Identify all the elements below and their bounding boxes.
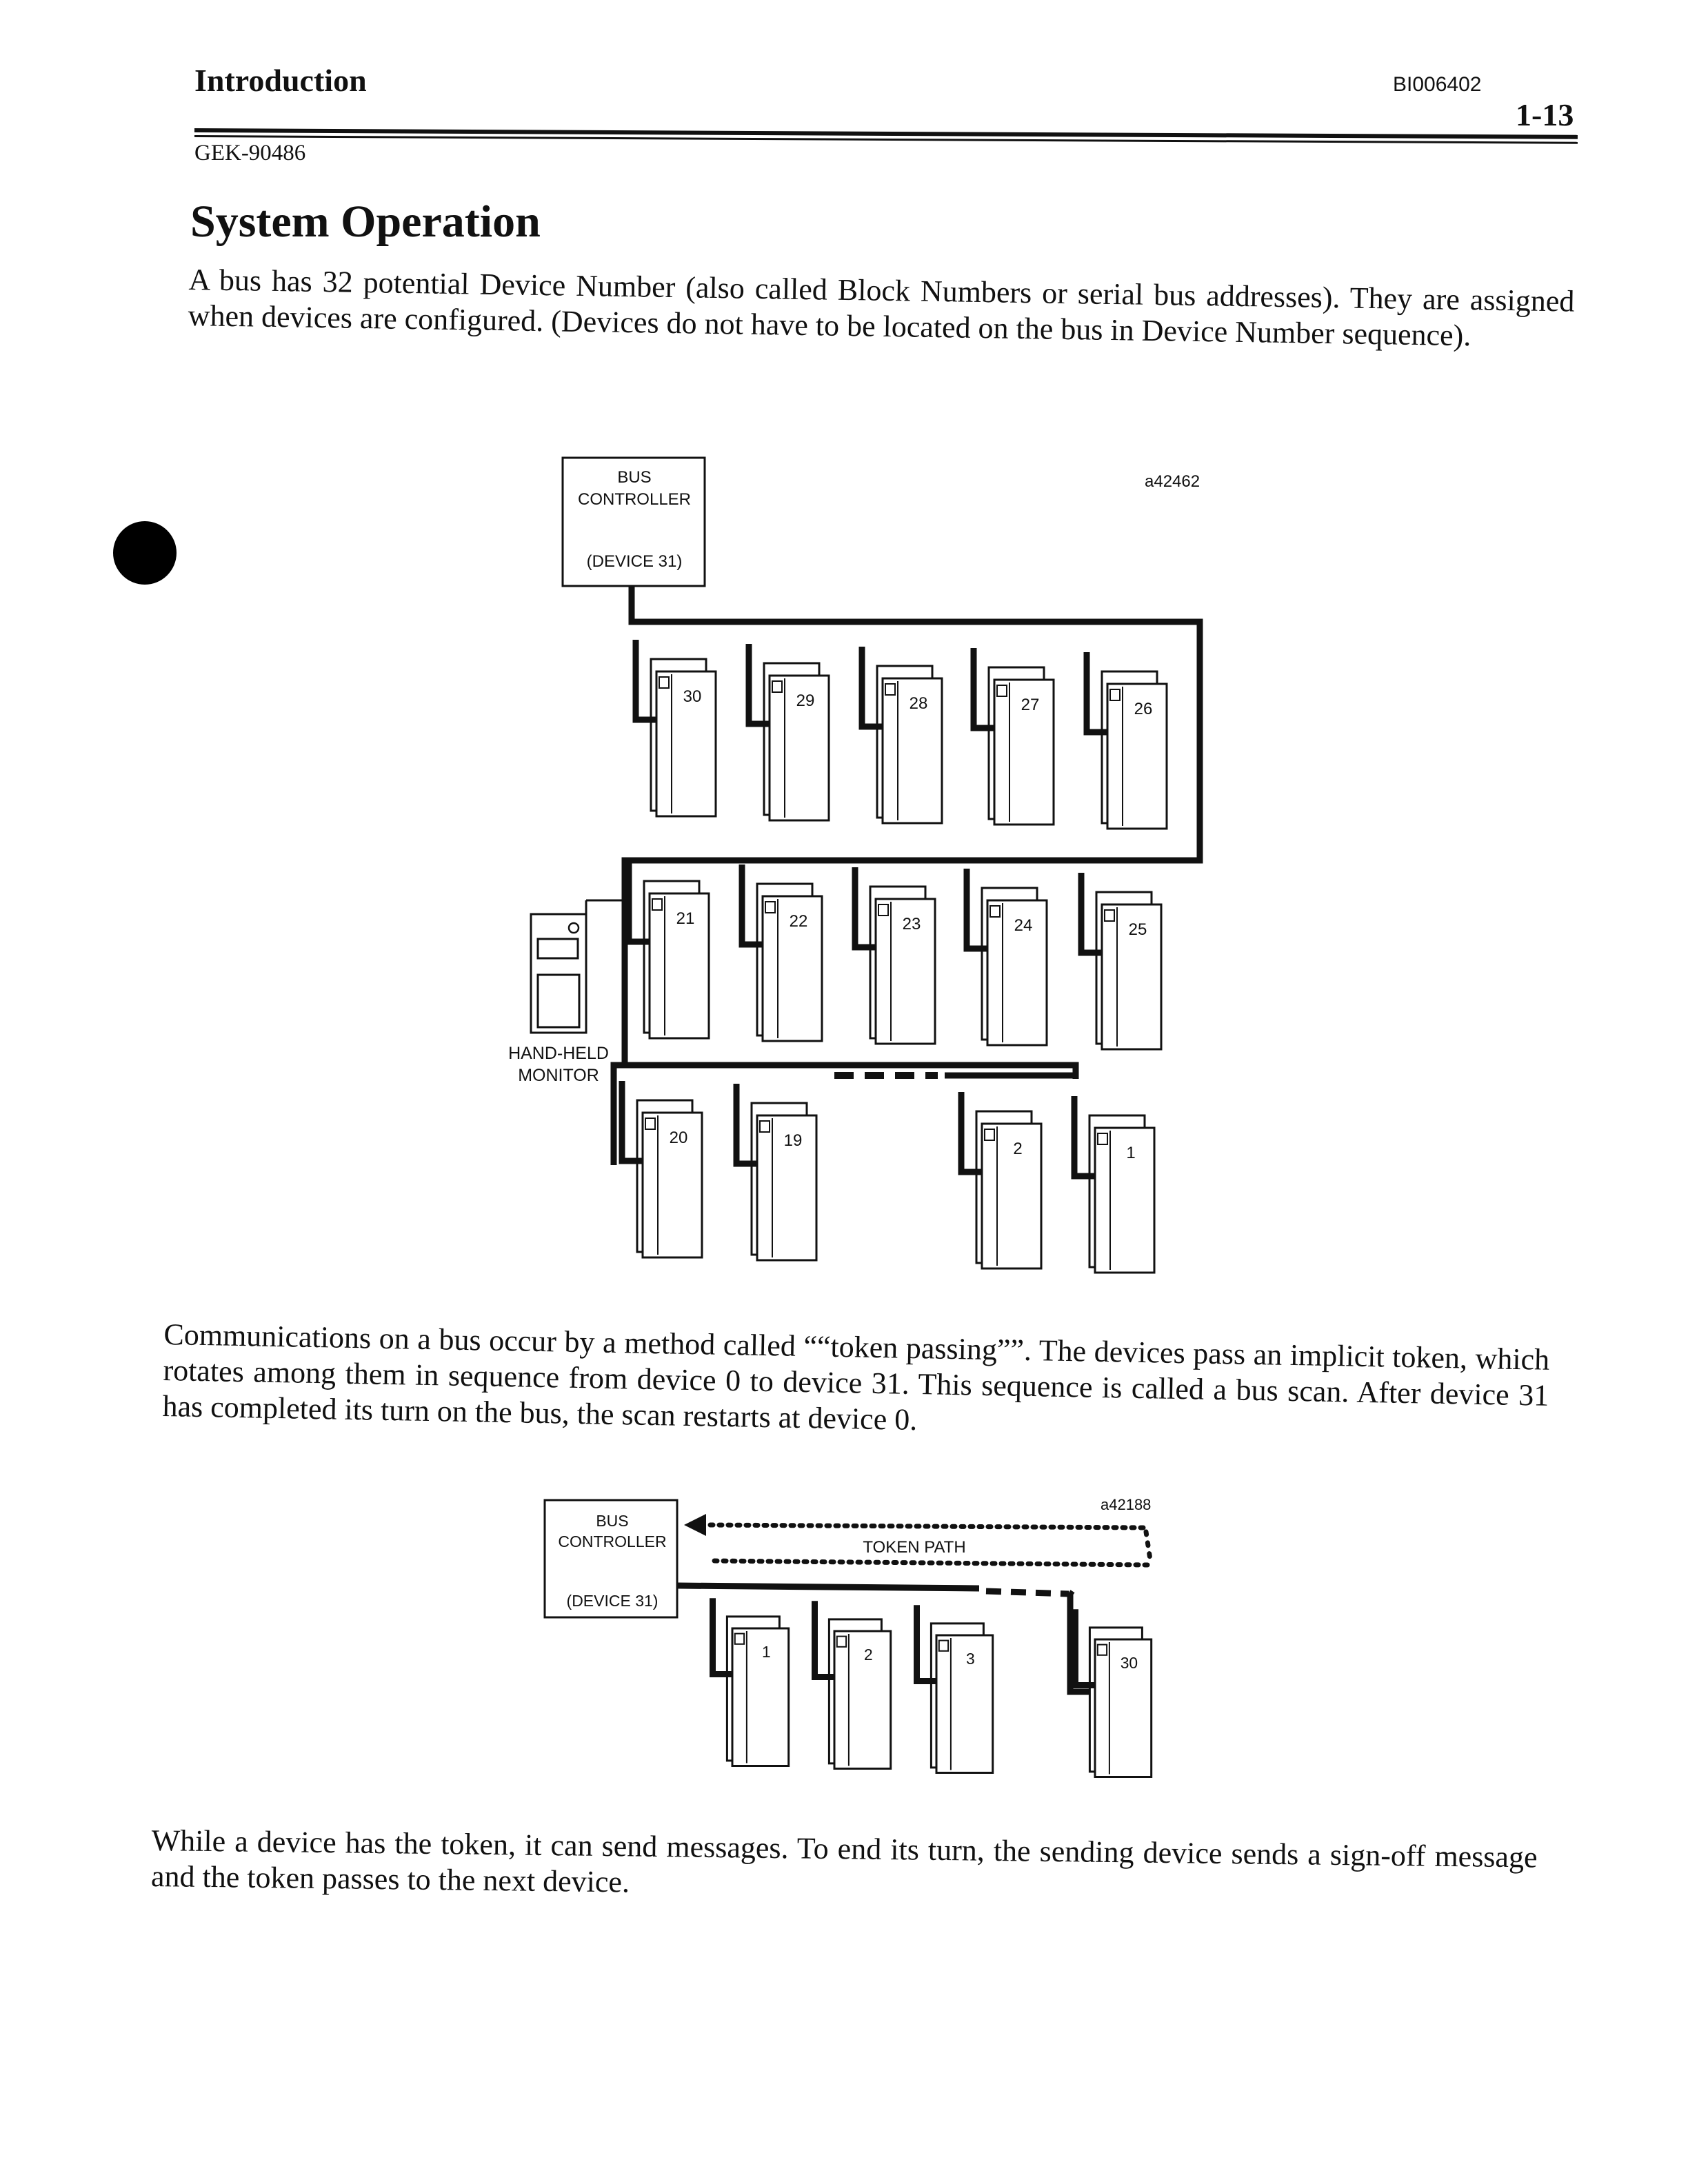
token-controller-line1: BUS <box>596 1512 629 1530</box>
doc-number: GEK-90486 <box>194 141 306 165</box>
token-figure-id: a42188 <box>1101 1496 1152 1513</box>
device-module <box>636 640 716 816</box>
device-number: 29 <box>796 691 815 710</box>
device-number: 3 <box>966 1649 975 1668</box>
page-heading: System Operation <box>190 196 541 247</box>
intro-paragraph: A bus has 32 potential Device Number (also called Block Numbers or serial bus addresses). They are assigned when devices are configured. (Devices do not have to be located on the bus in Device Number sequence). <box>188 262 1575 353</box>
device-number: 26 <box>1134 700 1153 718</box>
signoff-paragraph: While a device has the token, it can send messages. To end its turn, the sending device sends a sign-off message and the token passes to the next device. <box>150 1823 1538 1899</box>
device-number: 1 <box>762 1642 771 1661</box>
token-device-row <box>713 1598 1152 1777</box>
device-number: 30 <box>683 687 702 706</box>
device-module <box>1081 873 1161 1049</box>
device-module <box>815 1601 891 1768</box>
token-path-label: TOKEN PATH <box>863 1538 966 1557</box>
page-number: 1-13 <box>1516 97 1574 132</box>
device-number: 28 <box>909 694 928 713</box>
device-module <box>742 865 822 1041</box>
device-module <box>974 648 1054 825</box>
document-code: BI006402 <box>1393 73 1482 96</box>
device-number: 22 <box>789 912 808 931</box>
device-module <box>622 1081 702 1257</box>
figure-id: a42462 <box>1145 472 1200 491</box>
device-row-2 <box>629 862 1161 1049</box>
device-number: 19 <box>783 1131 803 1150</box>
device-number: 25 <box>1128 920 1147 939</box>
section-title: Introduction <box>194 63 367 98</box>
device-module <box>629 862 709 1038</box>
device-row-3 <box>622 1081 1154 1273</box>
token-controller-line2: CONTROLLER <box>558 1533 667 1550</box>
token-paragraph: Communications on a bus occur by a method called ““token passing””. The devices pass an implicit token, which rotates among them in sequence from device 0 to device 31. This sequence is called a bus scan. After device 31 has completed its turn on the bus, the scan restarts at device 0. <box>162 1317 1550 1437</box>
device-number: 23 <box>902 915 921 933</box>
device-module <box>1087 652 1167 829</box>
device-module <box>749 644 829 820</box>
monitor-label-line1: HAND-HELD <box>508 1044 609 1063</box>
controller-line2: CONTROLLER <box>577 490 692 509</box>
hand-held-monitor <box>531 900 625 1033</box>
device-module <box>713 1598 789 1766</box>
token-bus-gap <box>986 1591 1069 1594</box>
device-row-1 <box>636 640 1167 829</box>
device-number: 27 <box>1021 696 1040 714</box>
device-number: 2 <box>864 1645 873 1664</box>
device-number: 20 <box>669 1129 688 1147</box>
controller-line1: BUS <box>617 468 652 487</box>
monitor-label-line2: MONITOR <box>518 1066 599 1085</box>
device-module <box>736 1084 816 1260</box>
device-module <box>967 869 1047 1045</box>
device-module <box>855 867 935 1044</box>
device-module <box>862 647 942 823</box>
token-arrow-head <box>684 1514 706 1536</box>
device-number: 2 <box>1013 1140 1023 1158</box>
device-number: 24 <box>1014 916 1033 935</box>
device-module <box>961 1092 1041 1268</box>
device-module <box>917 1605 993 1772</box>
device-number: 21 <box>676 909 695 928</box>
device-number: 1 <box>1126 1144 1136 1162</box>
device-number: 30 <box>1120 1653 1138 1672</box>
token-controller-line3: (DEVICE 31) <box>566 1592 659 1610</box>
device-module <box>1074 1096 1154 1273</box>
controller-line3: (DEVICE 31) <box>586 552 683 571</box>
